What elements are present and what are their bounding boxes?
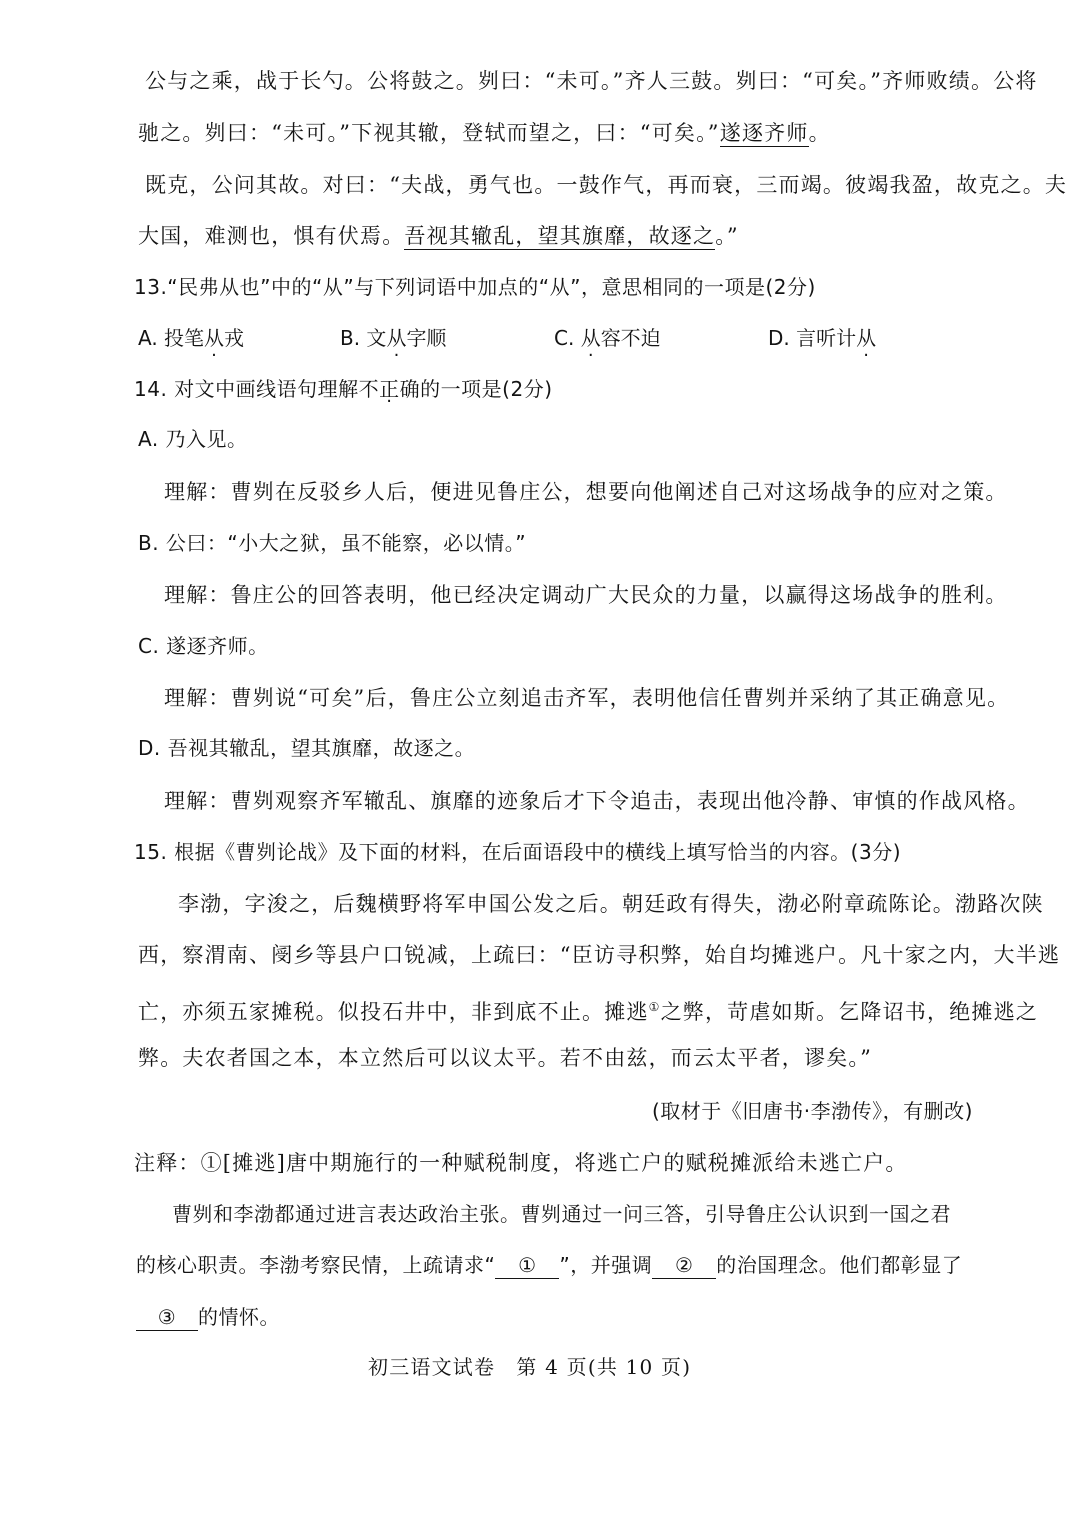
text-run: 14. 对文中画线语句理解 [134, 377, 359, 401]
dotted-char: 从 [580, 326, 601, 350]
blank-2: ② [652, 1252, 716, 1279]
material-line [138, 992, 1038, 1027]
text-run: 驰之。刿曰：“未可。”下视其辙，登轼而望之，曰：“可矣。” [138, 121, 720, 145]
option-b-explanation: 理解：鲁庄公的回答表明，他已经决定调动广大民众的力量，以赢得这场战争的胜利。 [164, 583, 1008, 607]
dotted-phrase: 不正确 [358, 377, 421, 401]
option-b [340, 322, 446, 351]
underlined-sentence: 遂逐齐师 [719, 121, 809, 145]
annotation-note: 注释：①[摊逃]唐中期施行的一种赋税制度，将逃亡户的赋税摊派给未逃亡户。 [134, 1151, 908, 1175]
text-run: 大国，难测也，惧有伏焉。 [138, 224, 405, 248]
dotted-char: 从 [856, 326, 877, 350]
option-text: A. 投笔 [138, 326, 205, 350]
source-citation: (取材于《旧唐书·李渤传》，有删改) [652, 1099, 973, 1123]
text-run: ”，并强调 [559, 1253, 653, 1277]
text-run: 亡，亦须五家摊税。似投石井中，非到底不止。摊逃 [138, 1000, 649, 1024]
option-c-explanation: 理解：曹刿说“可矣”后，鲁庄公立刻追击齐军，表明他信任曹刿并采纳了其正确意见。 [164, 686, 1010, 710]
option-text: C. [554, 326, 581, 350]
dotted-char: 从 [386, 326, 407, 350]
option-c-label: C. 遂逐齐师。 [138, 634, 269, 658]
blank-1: ① [495, 1252, 559, 1279]
option-d [768, 322, 876, 351]
option-d-explanation: 理解：曹刿观察齐军辙乱、旗靡的迹象后才下令追击，表现出他冷静、审慎的作战风格。 [164, 789, 1030, 813]
text-run: 。” [715, 224, 739, 248]
option-text: B. 文 [340, 326, 387, 350]
passage-line [138, 118, 831, 148]
text-run: 的治国理念。他们都彰显了 [716, 1253, 963, 1277]
text-run: 的情怀。 [198, 1305, 280, 1329]
fill-paragraph-line [136, 1302, 280, 1332]
option-text: 容不迫 [600, 326, 661, 350]
material-line: 李渤，字浚之，后魏横野将军申国公发之后。朝廷政有得失，渤必附章疏陈论。渤路次陕 [178, 892, 1044, 916]
text-run: 之弊，苛虐如斯。乞降诏书，绝摊逃之 [660, 1000, 1038, 1024]
option-text: 戎 [224, 326, 245, 350]
underlined-sentence: 吾视其辙乱，望其旗靡，故逐之 [404, 224, 716, 248]
text-run: 的核心职责。李渤考察民情，上疏请求“ [136, 1253, 496, 1277]
question-13-stem: 13.“民弗从也”中的“从”与下列词语中加点的“从”，意思相同的一项是(2分) [134, 275, 816, 299]
option-a-explanation: 理解：曹刿在反驳乡人后，便进见鲁庄公，想要向他阐述自己对这场战争的应对之策。 [164, 480, 1008, 504]
question-15-stem: 15. 根据《曹刿论战》及下面的材料，在后面语段中的横线上填写恰当的内容。(3分) [134, 840, 901, 864]
footnote-marker: ① [648, 1000, 661, 1014]
dotted-char: 从 [204, 326, 225, 350]
passage-line: 公与之乘，战于长勺。公将鼓之。刿曰：“未可。”齐人三鼓。刿曰：“可矣。”齐师败绩。公将 [145, 69, 1038, 93]
fill-paragraph-line [136, 1250, 962, 1280]
option-c [554, 322, 661, 351]
page-footer: 初三语文试卷 第 4 页(共 10 页) [368, 1355, 692, 1379]
option-a-label: A. 乃入见。 [138, 427, 248, 451]
text-run: 。 [808, 121, 831, 145]
option-text: D. 言听计 [768, 326, 857, 350]
option-a [138, 322, 244, 351]
passage-line: 既克，公问其故。对曰：“夫战，勇气也。一鼓作气，再而衰，三而竭。彼竭我盈，故克之。夫 [145, 173, 1068, 197]
option-b-label: B. 公曰：“小大之狱，虽不能察，必以情。” [138, 531, 527, 555]
text-run: 的一项是(2分) [420, 377, 553, 401]
question-14-stem [134, 374, 553, 404]
option-d-label: D. 吾视其辙乱，望其旗靡，故逐之。 [138, 736, 476, 760]
option-text: 字顺 [406, 326, 447, 350]
passage-line [138, 221, 739, 251]
material-line: 西，察渭南、阌乡等县户口锐减，上疏曰：“臣访寻积弊，始自均摊逃户。凡十家之内，大半逃 [138, 943, 1061, 967]
fill-paragraph-line: 曹刿和李渤都通过进言表达政治主张。曹刿通过一问三答，引导鲁庄公认识到一国之君 [172, 1202, 951, 1226]
material-line: 弊。夫农者国之本，本立然后可以议太平。若不由兹，而云太平者，谬矣。” [138, 1046, 873, 1070]
blank-3: ③ [136, 1304, 198, 1331]
